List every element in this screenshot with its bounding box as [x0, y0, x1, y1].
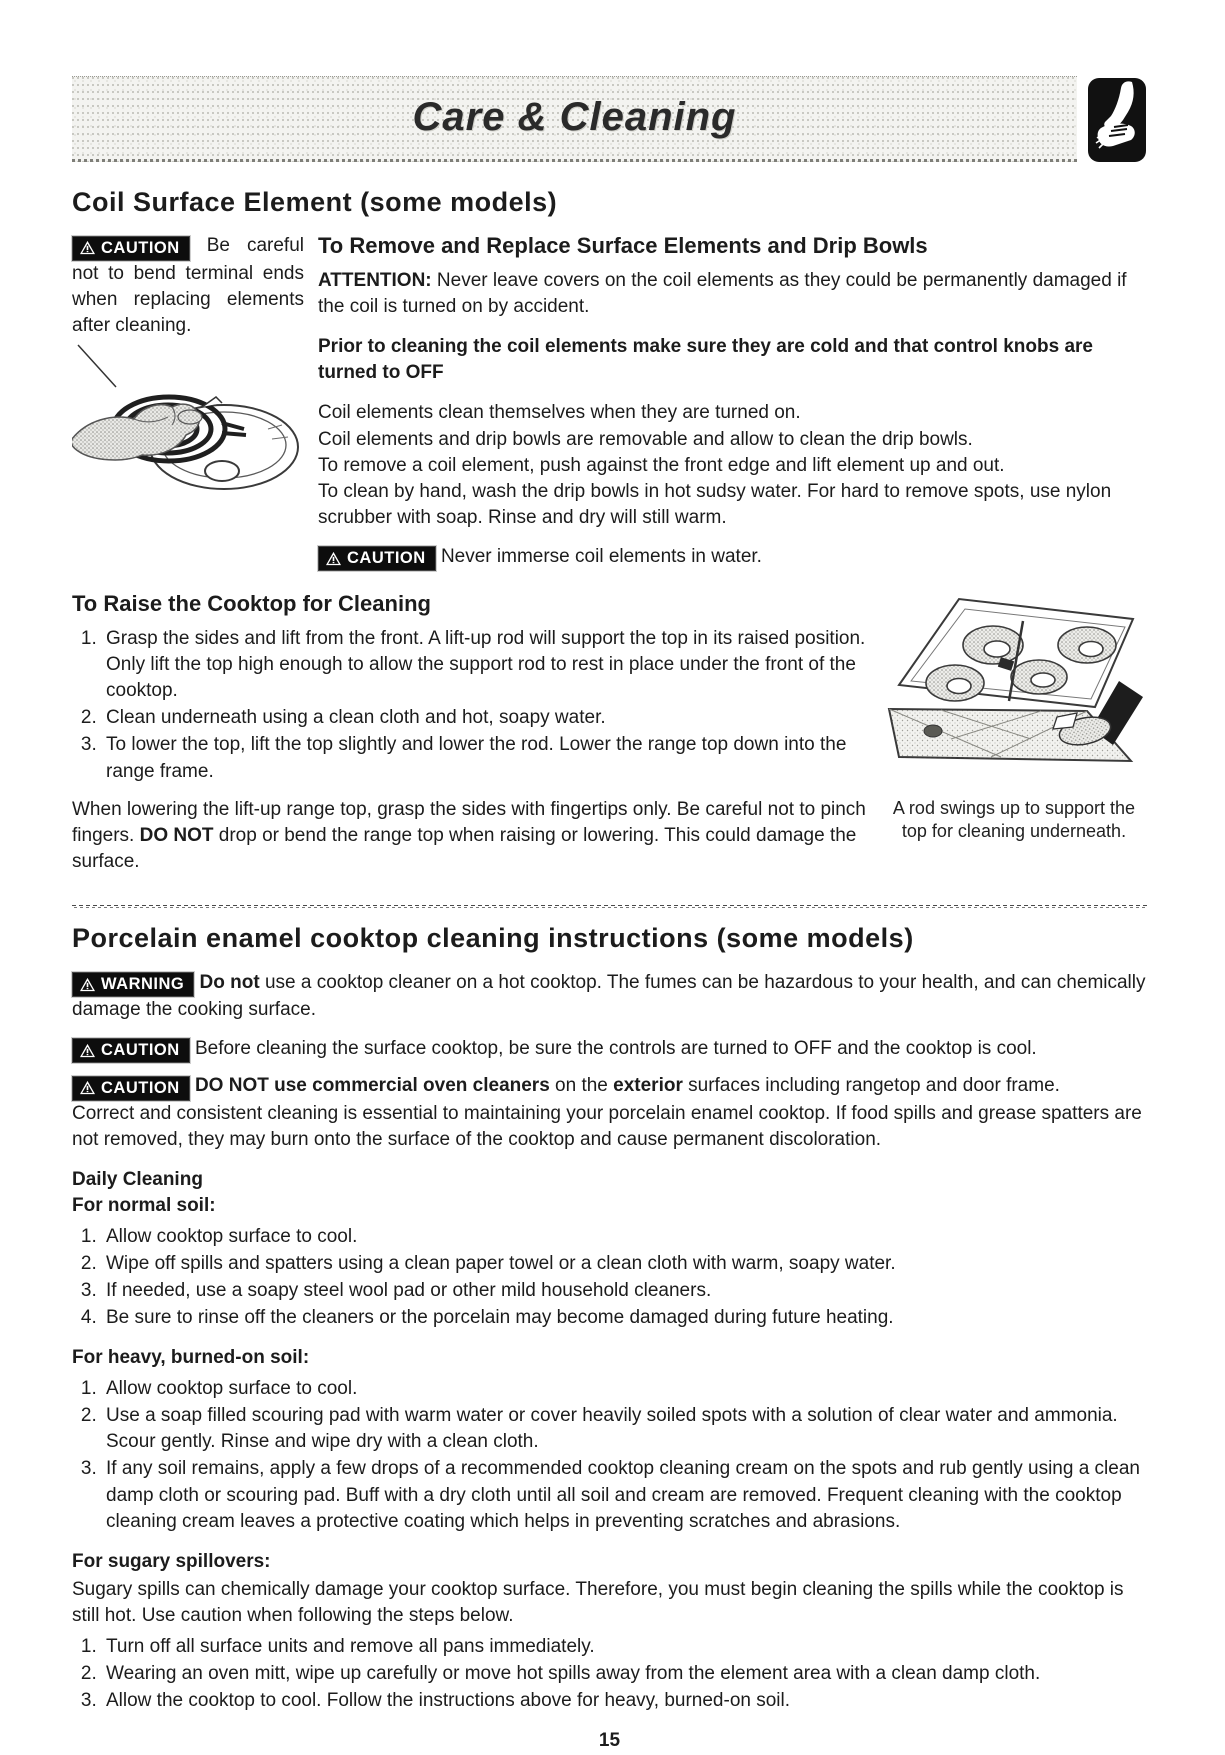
raise-cooktop-section: [72, 589, 1147, 889]
coil-line: Coil elements clean themselves when they are turned on.: [318, 402, 801, 424]
do-not-emphasis: Do not: [199, 971, 260, 993]
coil-instruction-lines: [318, 400, 1147, 531]
sugary-intro-paragraph: Sugary spills can chemically damage your cooktop surface. Therefore, you must begin cleaning the spills while the cooktop is still hot. Use caution when following the steps below.: [72, 1579, 1124, 1627]
care-cleaning-banner: [72, 76, 1077, 162]
do-not-emphasis: DO NOT: [139, 825, 214, 847]
remove-replace-block: [316, 231, 1147, 571]
coil-caution-sidebar: [72, 231, 304, 571]
list-item: 2. Wearing an oven mitt, wipe up carefully or move hot spills away from the element area with a clean damp cloth.: [102, 1661, 1147, 1687]
warning-triangle-icon: [79, 977, 96, 992]
warning-badge: [72, 972, 194, 997]
list-item: 3. Allow the cooktop to cool. Follow the instructions above for heavy, burned-on soil.: [102, 1688, 1147, 1714]
oven-cleaners-emphasis: DO NOT use commercial oven cleaners: [194, 1075, 550, 1097]
list-item: 4. Be sure to rinse off the cleaners or the porcelain may become damaged during future heating.: [102, 1305, 1147, 1331]
caution-badge: [72, 1076, 190, 1101]
caution-badge-label: CAUTION: [101, 1078, 180, 1097]
hot-cooktop-warning-text: use a cooktop cleaner on a hot cooktop. The fumes can be hazardous to your health, and can chemically damage the cooking surface.: [72, 971, 1146, 1021]
section-divider: [72, 905, 1147, 908]
list-item: 3. If any soil remains, apply a few drops of a recommended cooktop cleaning cream on the spots and rub gently using a clean damp cloth or scouring pad. Buff with a dry cloth until all soil and cream are removed. Frequent cleaning with the cooktop cleaning cream leaves a protective coating which helps in preventing scratches and abrasions.: [102, 1456, 1147, 1535]
prior-note: Prior to cleaning the coil elements make sure they are cold and that control knobs are turned to OFF: [318, 336, 1093, 384]
caution-badge: [72, 1038, 190, 1063]
manual-page: [0, 76, 1225, 1755]
coil-line: To clean by hand, wash the drip bowls in hot sudsy water. For hard to remove spots, use nylon scrubber with soap. Rinse and dry will still warm.: [318, 481, 1112, 529]
controls-off-caution-text: Before cleaning the surface cooktop, be sure the controls are turned to OFF and the cooktop is cool.: [194, 1037, 1037, 1059]
cleaning-hand-icon: [1087, 76, 1147, 162]
list-item: 1. Allow cooktop surface to cool.: [102, 1376, 1147, 1402]
heavy-soil-steps: [72, 1376, 1147, 1535]
list-item: 1. Turn off all surface units and remove all pans immediately.: [102, 1634, 1147, 1660]
raised-cooktop-caption: A rod swings up to support the top for cleaning underneath.: [892, 798, 1136, 841]
attention-paragraph: [318, 268, 1147, 320]
exterior-emphasis: exterior: [613, 1075, 683, 1097]
caution-badge-label: CAUTION: [347, 549, 426, 568]
lowering-warning-text: When lowering the lift-up range top, grasp the sides with fingertips only. Be careful not to pinch fingers.: [72, 798, 866, 847]
immersion-caution-text: Never immerse coil elements in water.: [440, 545, 762, 567]
list-item: 2. Wipe off spills and spatters using a clean paper towel or a clean cloth with warm, soapy water.: [102, 1251, 1147, 1277]
porcelain-cooktop-section: [72, 920, 1147, 1714]
coil-element-illustration: [72, 343, 304, 501]
attention-text: Never leave covers on the coil elements as they could be permanently damaged if the coil is turned on by accident.: [318, 269, 1127, 317]
warning-triangle-icon: [325, 551, 342, 566]
remove-replace-heading: To Remove and Replace Surface Elements and Drip Bowls: [318, 233, 928, 259]
lowering-warning-text: drop or bend the range top when raising or lowering. This could damage the surface.: [72, 825, 857, 873]
list-item: 2. Use a soap filled scouring pad with warm water or cover heavily soiled spots with a solution of clear water and ammonia. Scour gently. Rinse and wipe dry with a clean cloth.: [102, 1403, 1147, 1455]
page-number: 15: [598, 1730, 621, 1752]
raise-cooktop-heading: To Raise the Cooktop for Cleaning: [72, 591, 431, 617]
list-item: 1. Allow cooktop surface to cool.: [102, 1224, 1147, 1250]
coil-line: To remove a coil element, push against the front edge and lift element up and out.: [318, 454, 1005, 476]
caution-badge: [72, 236, 190, 261]
coil-section-title: Coil Surface Element (some models): [72, 187, 558, 217]
raised-cooktop-figure: [881, 589, 1147, 889]
caution-badge-label: CAUTION: [101, 1040, 180, 1059]
daily-cleaning-heading: Daily Cleaning: [72, 1169, 203, 1191]
caution-badge: [318, 546, 436, 571]
coil-surface-element-section: [72, 184, 1147, 571]
list-item: 2. Clean underneath using a clean cloth and hot, soapy water.: [102, 705, 867, 731]
sugary-spillovers-heading: For sugary spillovers:: [72, 1550, 271, 1572]
normal-soil-steps: [72, 1224, 1147, 1332]
raised-cooktop-illustration: [881, 589, 1147, 781]
list-item: 3. To lower the top, lift the top slightly and lower the rod. Lower the range top down into the range frame.: [102, 732, 867, 784]
consistent-cleaning-paragraph: Correct and consistent cleaning is essential to maintaining your porcelain enamel cooktop. If food spills and grease spatters are not removed, they may burn onto the surface of the cooktop and cause permanent discoloration.: [72, 1102, 1142, 1150]
coil-caution-text: Be careful not to bend terminal ends when replacing elements after cleaning.: [72, 235, 304, 337]
immersion-caution: [318, 544, 1147, 572]
lowering-warning-paragraph: [72, 797, 867, 876]
heavy-soil-heading: For heavy, burned-on soil:: [72, 1347, 310, 1369]
warning-triangle-icon: [79, 1043, 96, 1058]
list-item: 3. If needed, use a soapy steel wool pad or other mild household cleaners.: [102, 1278, 1147, 1304]
coil-caution-note: [72, 233, 304, 339]
caution-badge-label: CAUTION: [101, 238, 180, 257]
hot-cooktop-warning: [72, 970, 1147, 1024]
page-title: Care & Cleaning: [412, 95, 737, 140]
normal-soil-heading: For normal soil:: [72, 1195, 216, 1217]
attention-label: ATTENTION:: [318, 269, 432, 291]
controls-off-caution: [72, 1036, 1147, 1064]
raise-cooktop-steps: [72, 626, 867, 785]
raise-cooktop-text: [72, 589, 867, 889]
sugary-steps: [72, 1634, 1147, 1715]
oven-cleaners-text: surfaces including rangetop and door frame.: [682, 1075, 1060, 1097]
warning-triangle-icon: [79, 1080, 96, 1095]
coil-line: Coil elements and drip bowls are removable and allow to clean the drip bowls.: [318, 428, 973, 450]
list-item: 1. Grasp the sides and lift from the front. A lift-up rod will support the top in its raised position. Only lift the top high enough to allow the support rod to rest in place under the front of the cooktop.: [102, 626, 867, 705]
warning-badge-label: WARNING: [101, 975, 185, 994]
oven-cleaners-text: on the: [549, 1075, 614, 1097]
porcelain-section-title: Porcelain enamel cooktop cleaning instructions (some models): [72, 923, 914, 954]
page-header: [72, 76, 1147, 162]
oven-cleaners-caution: [72, 1073, 1147, 1101]
warning-triangle-icon: [79, 240, 96, 255]
